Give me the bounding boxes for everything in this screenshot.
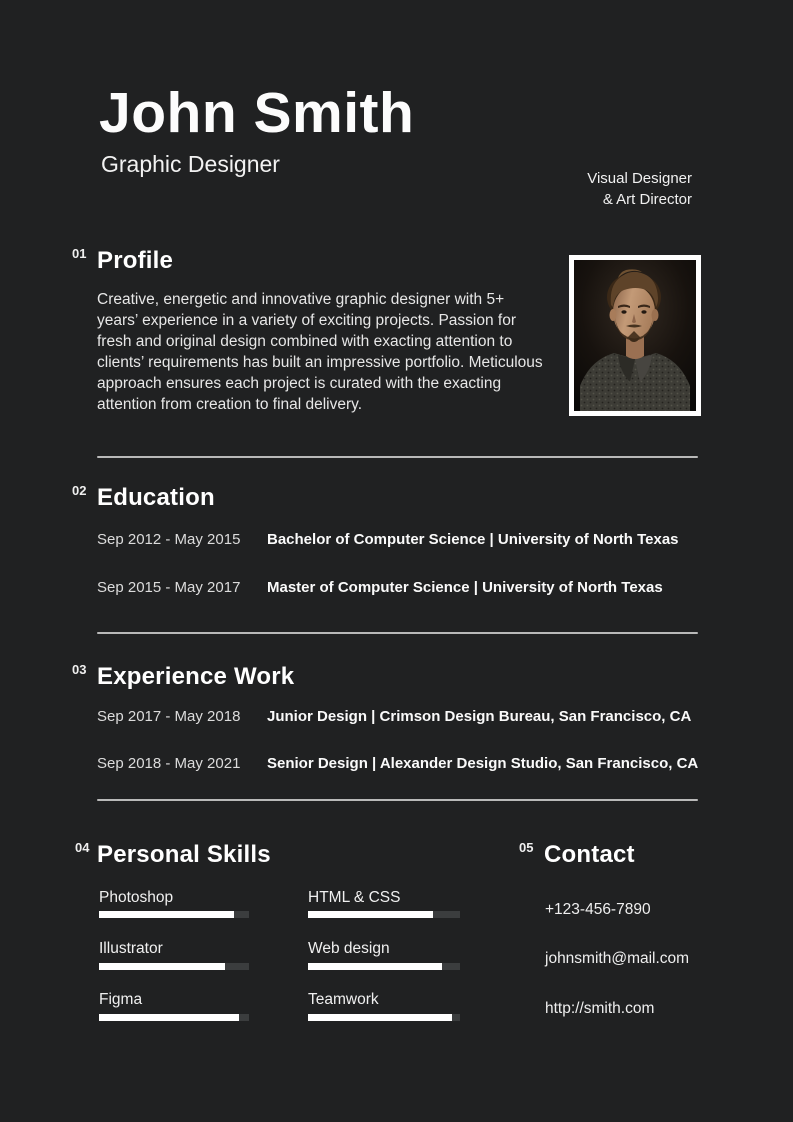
skill-bar bbox=[99, 1014, 249, 1021]
person-job-title: Graphic Designer bbox=[101, 151, 280, 177]
skill-bar bbox=[308, 911, 460, 918]
skill-label: Teamwork bbox=[308, 991, 379, 1008]
skill-bar bbox=[99, 911, 249, 918]
skill-label: HTML & CSS bbox=[308, 889, 401, 906]
section-number-education: 02 bbox=[72, 483, 87, 498]
section-number-profile: 01 bbox=[72, 246, 87, 261]
portrait-illustration bbox=[574, 260, 696, 411]
skill-bar bbox=[308, 1014, 460, 1021]
skill-bar-fill bbox=[308, 911, 433, 918]
section-number-contact: 05 bbox=[519, 840, 534, 855]
contact-phone: +123-456-7890 bbox=[545, 901, 651, 918]
tagline-line-2: & Art Director bbox=[602, 191, 692, 208]
experience-row-description: Senior Design | Alexander Design Studio, San Francisco, CA bbox=[267, 755, 699, 772]
section-number-skills: 04 bbox=[75, 840, 90, 855]
skill-label: Photoshop bbox=[99, 889, 174, 906]
section-heading-experience: Experience Work bbox=[97, 663, 295, 690]
education-row-description: Bachelor of Computer Science | University of North Texas bbox=[267, 531, 679, 548]
tagline bbox=[587, 168, 692, 210]
divider-2 bbox=[97, 632, 698, 634]
skill-bar-fill bbox=[99, 963, 225, 970]
section-number-experience: 03 bbox=[72, 662, 87, 677]
education-row-dates: Sep 2012 - May 2015 bbox=[97, 531, 241, 548]
person-name: John Smith bbox=[99, 81, 415, 145]
section-heading-profile: Profile bbox=[97, 247, 174, 274]
skill-label: Illustrator bbox=[99, 940, 163, 957]
experience-row-dates: Sep 2017 - May 2018 bbox=[97, 708, 241, 725]
contact-website: http://smith.com bbox=[545, 1000, 655, 1017]
contact-email: johnsmith@mail.com bbox=[545, 950, 690, 967]
experience-row-dates: Sep 2018 - May 2021 bbox=[97, 755, 241, 772]
skill-bar-fill bbox=[308, 1014, 452, 1021]
skill-bar-fill bbox=[99, 911, 234, 918]
skill-label: Figma bbox=[99, 991, 143, 1008]
education-row-description: Master of Computer Science | University of North Texas bbox=[267, 579, 663, 596]
skill-bar-fill bbox=[308, 963, 442, 970]
education-row-dates: Sep 2015 - May 2017 bbox=[97, 579, 241, 596]
skill-label: Web design bbox=[308, 940, 390, 957]
section-heading-contact: Contact bbox=[544, 841, 635, 868]
section-heading-education: Education bbox=[97, 484, 215, 511]
skill-bar bbox=[308, 963, 460, 970]
experience-row-description: Junior Design | Crimson Design Bureau, San Francisco, CA bbox=[267, 708, 692, 725]
skill-bar bbox=[99, 963, 249, 970]
tagline-line-1: Visual Designer bbox=[587, 170, 692, 187]
profile-photo bbox=[569, 255, 701, 416]
divider-1 bbox=[97, 456, 698, 458]
section-heading-skills: Personal Skills bbox=[97, 841, 271, 868]
profile-summary-text: Creative, energetic and innovative graphic designer with 5+ years’ experience in a variety of exciting projects. Passion for fresh and original design combined with exacting attention to clients’ requirements has built an impressive portfolio. Meticulous approach ensures each project is curated with the exacting attention from creation to final delivery. bbox=[97, 291, 543, 413]
divider-3 bbox=[97, 799, 698, 801]
skill-bar-fill bbox=[99, 1014, 239, 1021]
